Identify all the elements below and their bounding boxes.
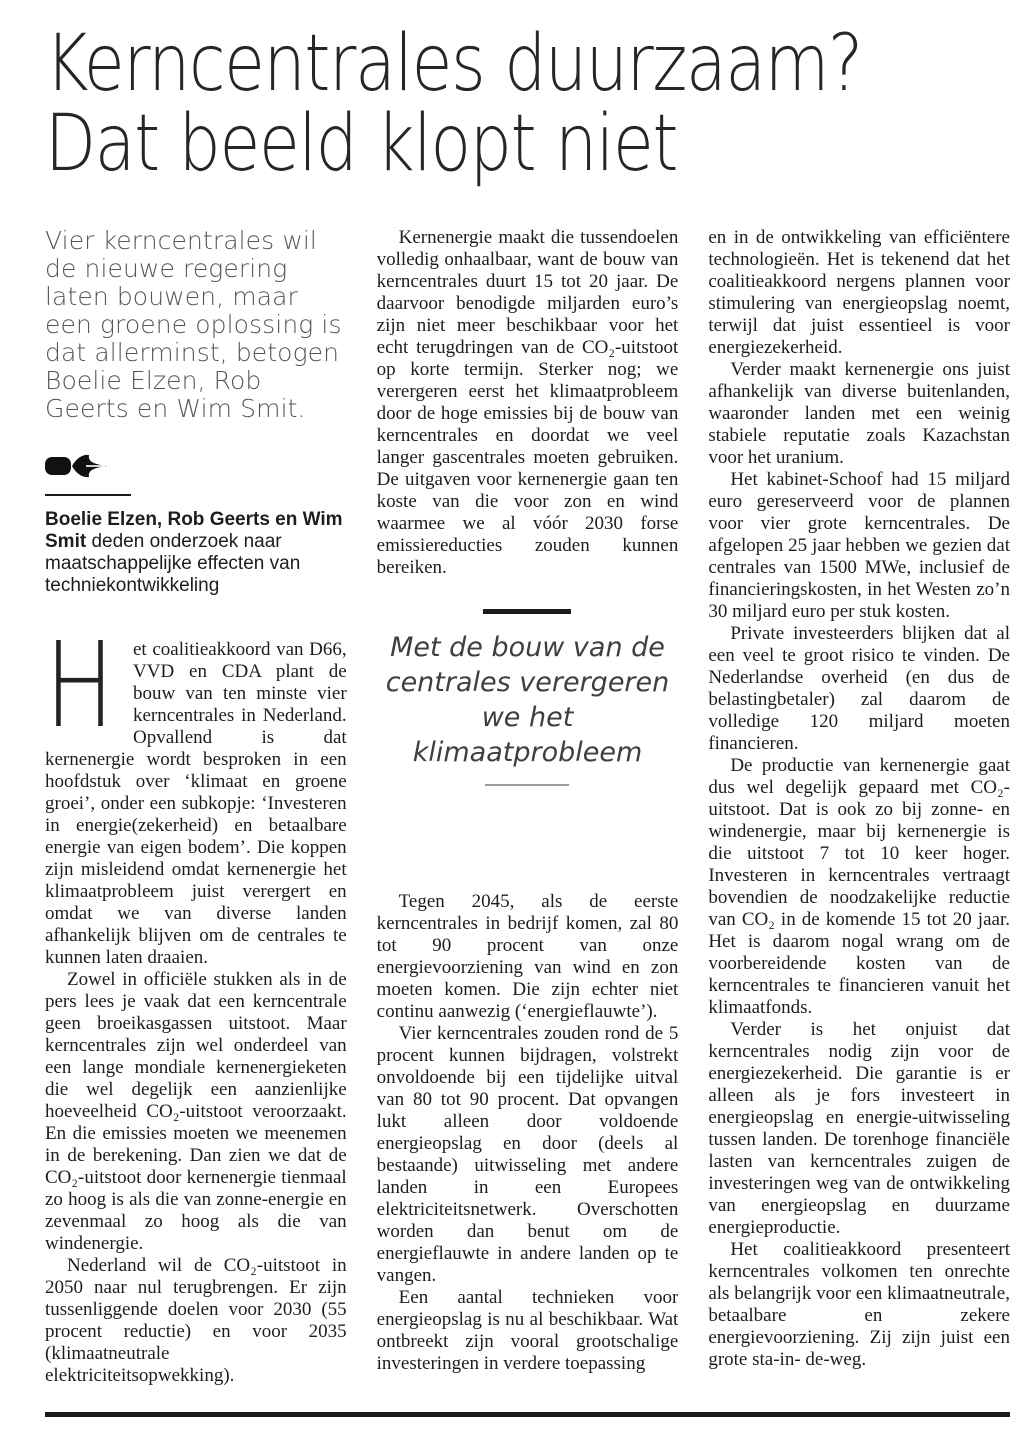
paragraph: Verder maakt kernenergie ons juist afhankelijk van diverse buitenlanden, waaronder landen met een weinig stabiele reputatie zoals Kazachstan voor het uranium. (708, 359, 1010, 468)
pull-quote-text: Met de bouw van de centrales verergeren we het klimaatprobleem (385, 632, 670, 768)
body-text-left (45, 616, 347, 1387)
paragraph: Vier kerncentrales zouden rond de 5 procent kunnen bijdragen, volstrekt onvoldoende bij een tijdelijke uitval van 80 tot 90 procent. Dat opvangen lukt alleen door voldoende energieopslag en door (deels al bestaande) uitwisseling met andere landen in een Europees elektriciteitsnetwerk. Overschotten worden dan benut om de energieflauwte in andere landen op te vangen. (376, 1023, 679, 1286)
paragraph: Een aantal technieken voor energieopslag is nu al beschikbaar. Wat ontbreekt zijn vooral grootschalige investeringen in verdere toepassing (376, 1287, 679, 1374)
pull-quote (377, 609, 679, 786)
headline-line-2: Dat beeld klopt niet (45, 99, 678, 189)
paragraph: Tegen 2045, als de eerste kerncentrales in bedrijf komen, zal 80 tot 90 procent van onze energievoorziening van wind en zon moeten komen. Die zijn echter niet continu aanwezig (‘energieflauwte’). (376, 891, 679, 1022)
paragraph: Zowel in officiële stukken als in de pers lees je vaak dat een kerncentrale geen broeikasgassen uitstoot. Maar kerncentrales zijn wel onderdeel van een lange mondiale kernenergieketen die wel degelijk een aanzienlijke hoeveelheid CO₂-uitstoot veroorzaakt. En die emissies moeten we meenemen in de berekening. Dan zien we dat de CO₂-uitstoot door kernenergie tienmaal zo hoog is als die van zonne-energie en zevenmaal zo hoog als die van windenergie. (45, 969, 347, 1254)
paragraph: Private investeerders blijken dat al een veel te groot risico te vinden. De Nederlandse overheid (en dus de belastingbetaler) zal daarom de volledige 120 miljard moeten financieren. (708, 623, 1010, 754)
standfirst: Vier kerncentrales wil de nieuwe regering laten bouwen, maar een groene oplossing is dat allerminst, betogen Boelie Elzen, Rob Geerts en Wim Smit. (45, 227, 342, 423)
byline-authors: Boelie Elzen, Rob Geerts en Wim Smit (45, 509, 343, 552)
byline (45, 509, 347, 597)
body-text-right (708, 227, 1010, 1371)
column-middle (377, 227, 679, 1395)
byline-divider (45, 494, 131, 496)
paragraph: Nederland wil de CO₂-uitstoot in 2050 naar nul terugbrengen. Er zijn tussenliggende doelen voor 2030 (55 procent reductie) en voor 2035 (klimaatneutrale elektriciteitsopwekking). (45, 1255, 347, 1386)
pull-quote-top-bar (483, 609, 571, 614)
pen-nib-icon (45, 453, 347, 479)
column-right (708, 227, 1010, 1395)
paragraph-text: et coalitieakkoord van D66, VVD en CDA plant de bouw van ten minste vier kerncentrales in Nederland. Opvallend is dat kernenergie wordt besproken in een hoofdstuk over ‘klimaat en groene groei’, onder een subkopje: ‘Investeren in energie(zekerheid) en betaalbare energie van eigen bodem’. Die koppen zijn misleidend omdat kernenergie het klimaatprobleem juist verergert en omdat we van diverse landen afhankelijk blijven om de centrales te kunnen laten draaien. (45, 639, 347, 968)
body-text-middle-top (377, 227, 679, 579)
drop-cap: H (45, 616, 115, 754)
paragraph: Kernenergie maakt die tussendoelen volledig onhaalbaar, want de bouw van kerncentrales duurt 15 tot 20 jaar. De daarvoor benodigde miljarden euro’s zijn niet meer beschikbaar voor het echt terugdringen van de CO₂-uitstoot op korte termijn. Sterker nog; we verergeren eerst het klimaatprobleem door de hoge emissies bij de bouw van kerncentrales en doordat we veel langer gascentrales moeten gebruiken. De uitgaven voor kernenergie gaan ten koste van die voor zon en wind waarmee we al vóór 2030 forse emissiereducties zouden kunnen bereiken. (376, 227, 679, 578)
paragraph: Verder is het onjuist dat kerncentrales nodig zijn voor de energiezekerheid. Die garantie is er alleen als je fors investeert in energieopslag en energie-uitwisseling tussen landen. De torenhoge financiële lasten van kerncentrales zuigen de investeringen weg van de ontwikkeling van energieopslag en duurzame energieproductie. (708, 1019, 1010, 1238)
paragraph: Het coalitieakkoord presenteert kerncentrales volkomen ten onrechte als belangrijk voor een klimaatneutrale, betaalbare en zekere energievoorziening. Zij zijn juist een grote sta-in- de-weg. (708, 1239, 1010, 1370)
paragraph-dropcap (45, 616, 347, 969)
article-columns (45, 227, 1010, 1395)
paragraph: en in de ontwikkeling van efficiëntere technologieën. Het is tekenend dat het coalitieakkoord nergens plannen voor stimulering van energieopslag noemt, terwijl dat juist essentieel is voor energiezekerheid. (708, 227, 1010, 358)
column-left (45, 227, 347, 1395)
page-bottom-rule (45, 1412, 1010, 1417)
paragraph: De productie van kernenergie gaat dus wel degelijk gepaard met CO₂-uitstoot. Dat is ook zo bij zonne- en windenergie, maar bij kernenergie is die uitstoot 7 tot 10 keer hoger. Investeren in kerncentrales vertraagt bovendien de noodzakelijke reductie van CO₂ in de komende 15 tot 20 jaar. Het is daarom nogal wrang om de voorbereidende kosten van de kerncentrales te financieren vanuit het klimaatfonds. (708, 755, 1010, 1018)
byline-description: deden onderzoek naar maatschappelijke effecten van techniekontwikkeling (45, 531, 301, 596)
body-text-middle-bottom (377, 891, 679, 1375)
article-headline (45, 19, 1010, 189)
paragraph: Het kabinet-Schoof had 15 miljard euro gereserveerd voor de plannen voor vier grote kerncentrales. De afgelopen 25 jaar hebben we gezien dat centrales van 1500 MWe, inclusief de financieringskosten, in het Westen zo’n 30 miljard euro per stuk kosten. (708, 469, 1010, 622)
headline-line-1: Kerncentrales duurzaam? (45, 19, 862, 109)
pull-quote-bottom-rule (485, 784, 569, 786)
